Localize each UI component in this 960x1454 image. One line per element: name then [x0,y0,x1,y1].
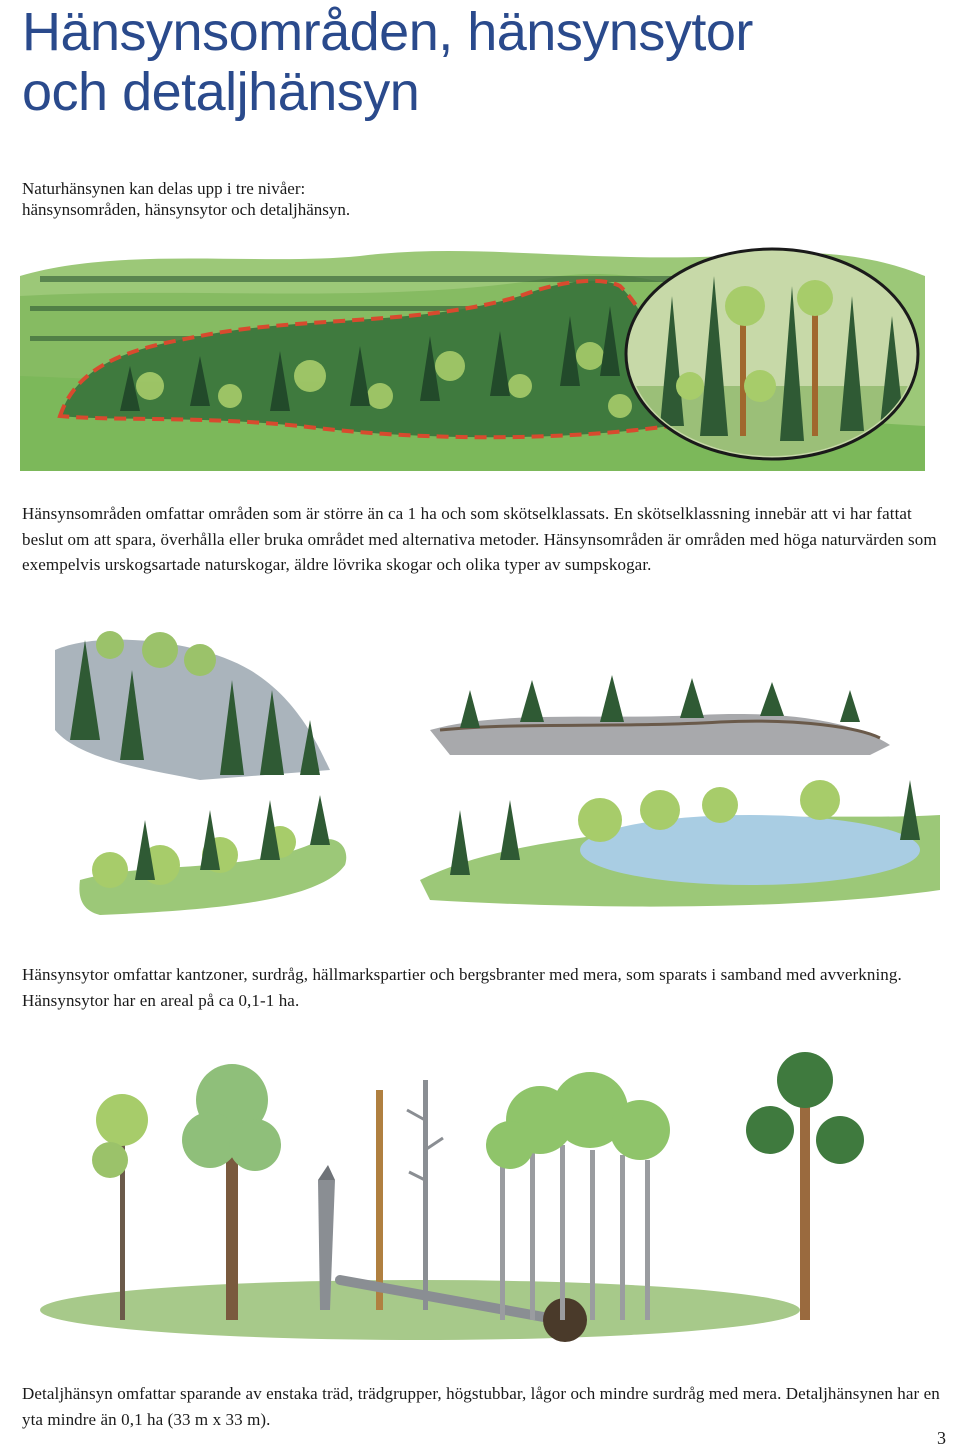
page-title-line-2: och detaljhänsyn [22,62,420,122]
ground-patch [40,1280,800,1340]
page-number: 3 [937,1428,946,1448]
consideration-surfaces-illustration [0,610,960,935]
intro-text [22,178,350,220]
dead-snag-trees [376,1080,443,1310]
young-birch [92,1094,148,1320]
old-pine [746,1052,864,1320]
paragraph-detail-consideration: Detaljhänsyn omfattar sparande av enstaka träd, trädgrupper, högstubbar, lågor och mindre surdråg med mera. Detaljhänsynen har en yta mindre än 0,1 ha (33 m x 33 m). [22,1384,940,1429]
large-oak [182,1064,281,1320]
steep-slope-vignette [55,631,330,780]
page-title-line-1: Hänsynsområden, hänsynsytor [22,2,753,62]
paragraph-consideration-surfaces: Hänsynsytor omfattar kantzoner, surdråg, hällmarkspartier och bergsbranter med mera, som sparats i samband med avverkning. Hänsynsytor har en areal på ca 0,1-1 ha. [22,965,902,1010]
page-title [22,2,753,122]
forest-edge-vignette [79,795,346,915]
detail-consideration-illustration [0,1040,960,1350]
lake-vignette [420,780,940,907]
intro-line-1: Naturhänsynen kan delas upp i tre nivåer: [22,179,306,198]
intro-line-2: hänsynsområden, hänsynsytor och detaljhänsyn. [22,200,351,219]
rocky-outcrop-vignette [430,675,890,755]
paragraph-consideration-areas: Hänsynsområden omfattar områden som är större än ca 1 ha och som skötselklassats. En skötselklassning innebär att vi har fattat beslut om att spara, överhålla eller bruka området med alternativa metoder. Hänsynsområden är områden med höga naturvärden som exempelvis urskogsartade naturskogar, äldre lövrika skogar och olika typer av sumpskogar. [22,504,937,574]
consideration-area-illustration [0,236,960,476]
